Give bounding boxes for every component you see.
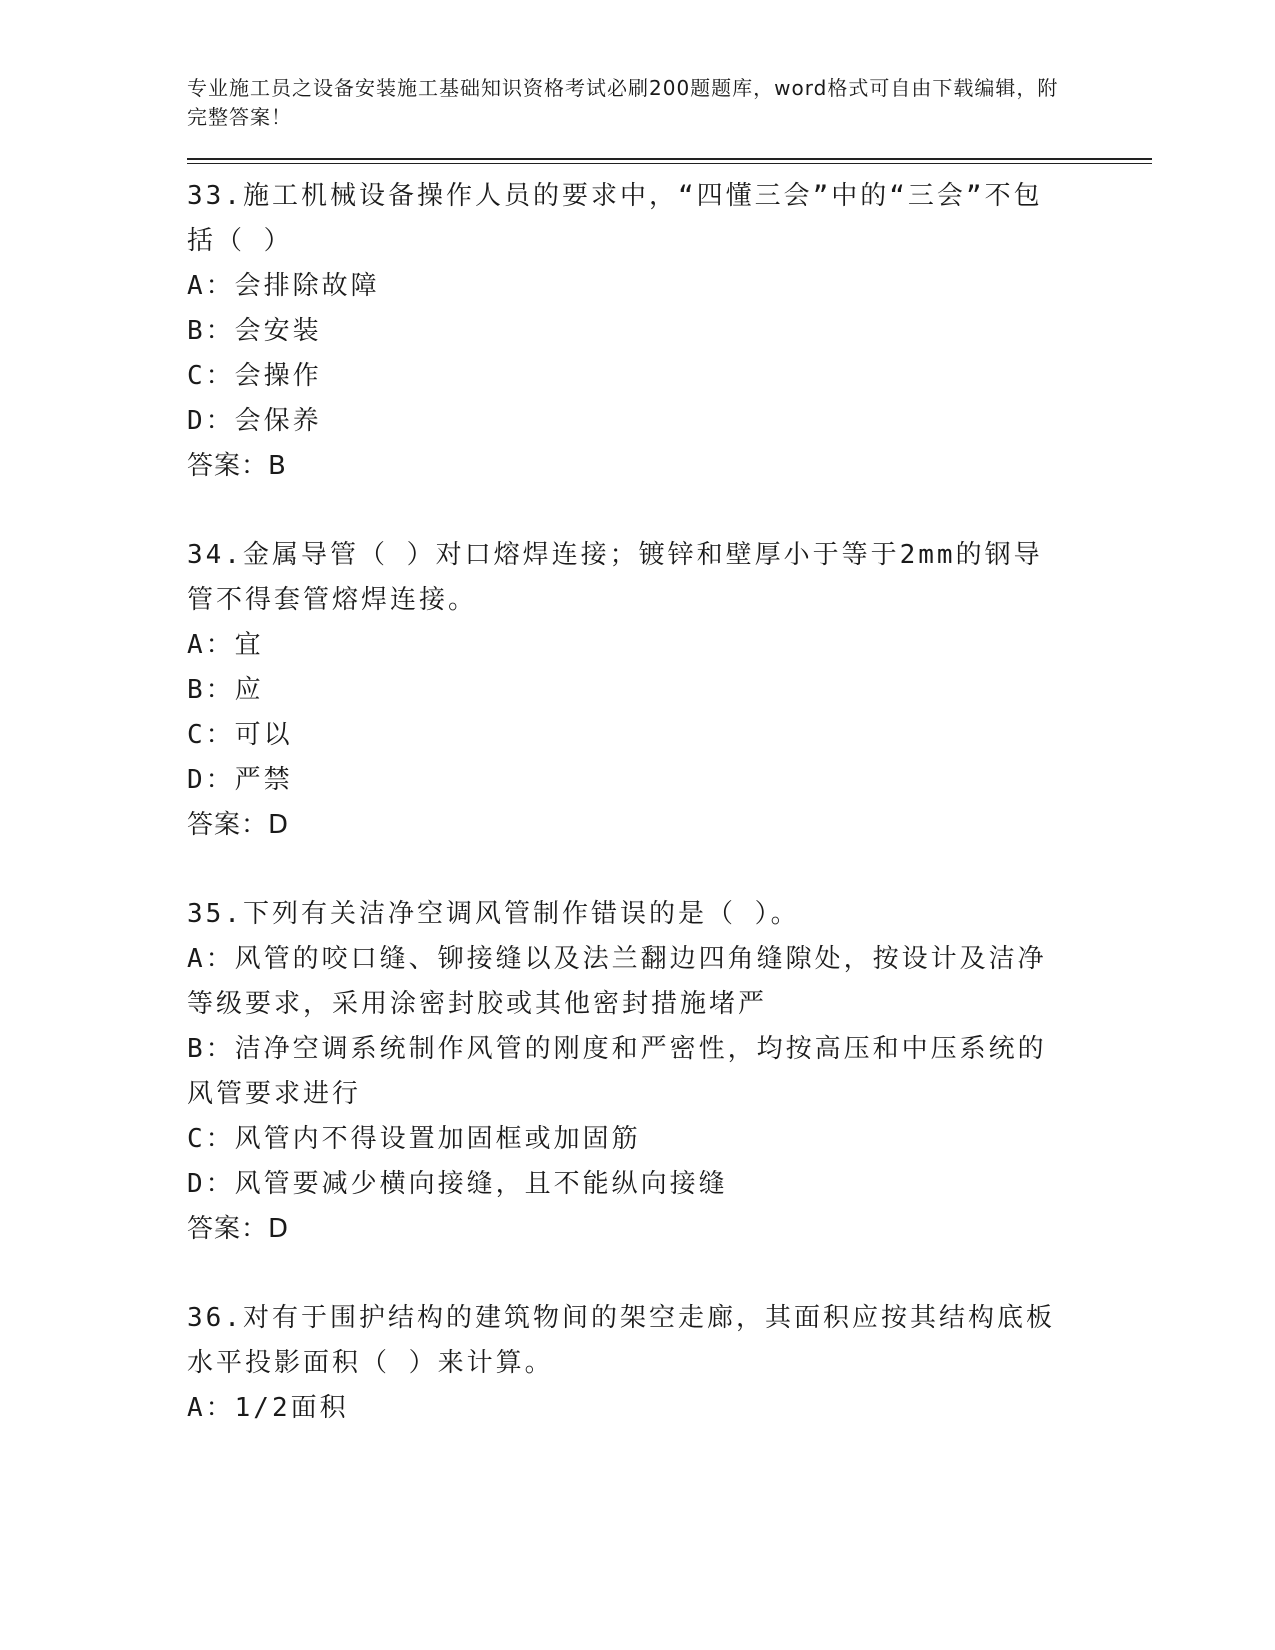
option-a: A：1/2面积 — [187, 1393, 349, 1423]
option-d: D：严禁 — [187, 765, 293, 795]
question-35 — [187, 892, 1087, 1252]
question-list — [187, 174, 1087, 1431]
answer-text: 答案：D — [187, 810, 290, 840]
question-33 — [187, 174, 1087, 489]
answer-text: 答案：B — [187, 451, 287, 481]
question-text: 35.下列有关洁净空调风管制作错误的是（ ）。 — [187, 899, 800, 929]
option-d: D：会保养 — [187, 406, 322, 436]
option-a: A：会排除故障 — [187, 271, 380, 301]
option-c: C：风管内不得设置加固框或加固筋 — [187, 1124, 641, 1154]
question-text: 33.施工机械设备操作人员的要求中，“四懂三会”中的“三会”不包括（ ） — [187, 181, 1043, 256]
option-c: C：会操作 — [187, 361, 322, 391]
question-text: 34.金属导管（ ）对口熔焊连接；镀锌和壁厚小于等于2mm的钢导管不得套管熔焊连接。 — [187, 540, 1043, 615]
question-text: 36.对有于围护结构的建筑物间的架空走廊，其面积应按其结构底板水平投影面积（ ）来计算。 — [187, 1303, 1055, 1378]
document-header: 专业施工员之设备安装施工基础知识资格考试必刷200题题库，word格式可自由下载编辑，附完整答案！ — [187, 76, 1059, 129]
option-b: B：会安装 — [187, 316, 322, 346]
option-a: A：风管的咬口缝、铆接缝以及法兰翻边四角缝隙处，按设计及洁净等级要求，采用涂密封胶或其他密封措施堵严 — [187, 944, 1047, 1019]
option-b: B：洁净空调系统制作风管的刚度和严密性，均按高压和中压系统的风管要求进行 — [187, 1034, 1047, 1109]
option-c: C：可以 — [187, 720, 293, 750]
option-d: D：风管要减少横向接缝，且不能纵向接缝 — [187, 1169, 728, 1199]
document-page — [187, 74, 1087, 1475]
answer-text: 答案：D — [187, 1214, 290, 1244]
option-a: A：宜 — [187, 630, 264, 660]
header-divider — [187, 158, 1152, 164]
question-36 — [187, 1296, 1087, 1431]
question-34 — [187, 533, 1087, 848]
option-b: B：应 — [187, 675, 264, 705]
